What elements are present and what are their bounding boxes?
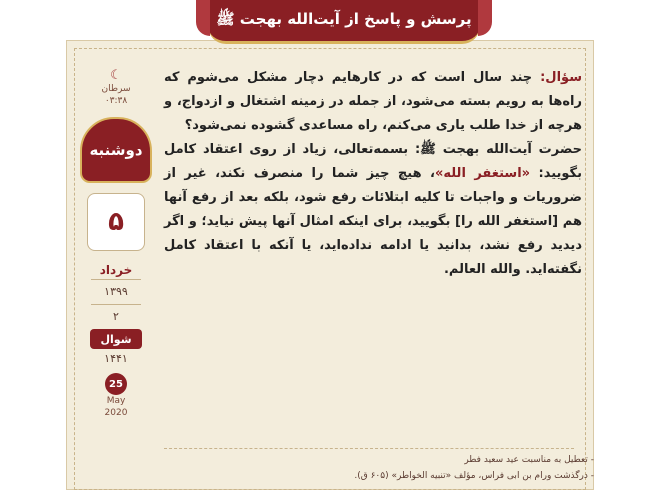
greg-day: 25 bbox=[109, 378, 123, 390]
lunar-year: ۱۴۴۱ bbox=[104, 352, 128, 365]
lunar-day: ۲ bbox=[113, 310, 119, 323]
greg-month: May bbox=[106, 396, 126, 406]
date-sidebar bbox=[78, 56, 154, 476]
day-name: دوشنبه bbox=[89, 141, 143, 159]
lunar-month-pill bbox=[90, 329, 142, 349]
moon-block bbox=[101, 68, 130, 107]
header-banner bbox=[208, 0, 480, 44]
greg-year: 2020 bbox=[104, 408, 128, 418]
solar-year: ۱۳۹۹ bbox=[104, 285, 128, 298]
day-number: ۵ bbox=[108, 207, 124, 237]
footnote-2: - درگذشت ورام بن ابی فراس، مؤلف «تنبیه الخواطر» (۶۰۵ ق). bbox=[354, 471, 594, 481]
footnote-separator bbox=[164, 448, 574, 449]
divider bbox=[91, 279, 141, 280]
question-text: چند سال است که در کارهایم دچار مشکل می‌شوم که راه‌ها به رویم بسته می‌شود، از جمله در زمینه اشتغال و ازدواج، و هرچه از خدا طلب یاری می‌کنم، راه مساعدی گشوده نمی‌شود؟ bbox=[164, 70, 582, 133]
qa-text bbox=[164, 66, 582, 346]
lunar-month: شوال bbox=[100, 332, 132, 346]
greg-day-circle bbox=[105, 373, 127, 395]
day-number-card bbox=[87, 193, 145, 251]
answer-phrase: «استغفر الله» bbox=[434, 166, 531, 181]
question-paragraph bbox=[164, 66, 582, 138]
moon-icon: ☾ bbox=[110, 68, 122, 83]
day-name-badge bbox=[80, 117, 152, 183]
footnote-1: - تعطیل به مناسبت عید سعید فطر bbox=[464, 455, 594, 465]
answer-intro: حضرت آیت‌الله بهجت ﷺ: بسمه‌تعالی، زیاد از روی اعتقاد کامل بگویید: bbox=[164, 142, 582, 181]
solar-month: خرداد bbox=[99, 263, 133, 277]
answer-paragraph bbox=[164, 138, 582, 282]
footnotes bbox=[164, 452, 594, 484]
question-label: سؤال: bbox=[540, 70, 582, 85]
moon-label: سرطان bbox=[101, 84, 131, 94]
moon-time: ۰۳:۳۸ bbox=[104, 96, 128, 106]
answer-text: ، هیچ چیز شما را منصرف نکند، غیر از ضروریات و واجبات تا کلیه ابتلائات رفع شود، بلکه بعد از رفع آنها هم [استغفر الله را] بگویید، برای اینکه امثال آنها پیش نیاید؛ و اگر دیدید رفع نشد، بدانید یا ادامه نداده‌اید، یا آنکه با اعتقاد کامل نگفته‌اید. والله العالم. bbox=[164, 166, 582, 277]
banner-title: پرسش و پاسخ از آیت‌الله بهجت ﷺ bbox=[216, 9, 472, 28]
divider bbox=[91, 304, 141, 305]
